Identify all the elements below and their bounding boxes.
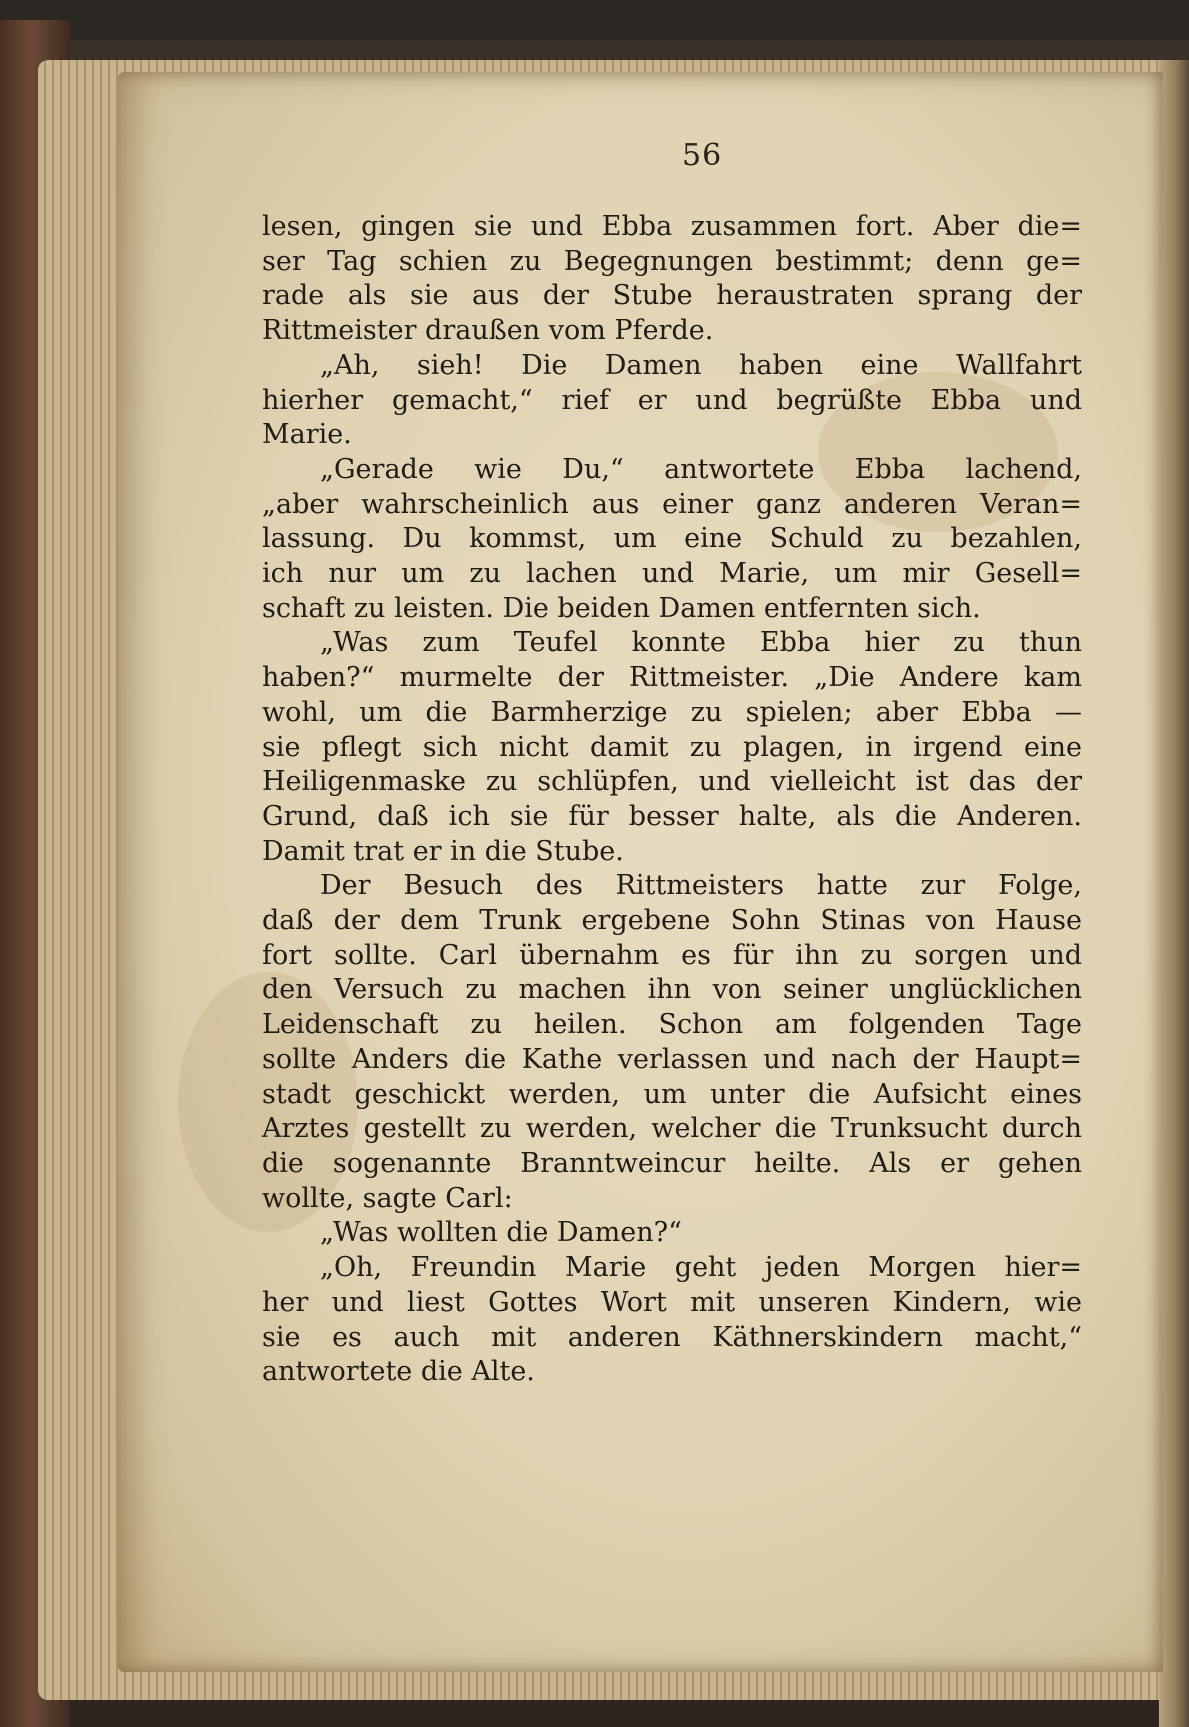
text-line: sie es auch mit anderen Käthnerskindern macht,“ xyxy=(262,1321,1082,1353)
text-line: ser Tag schien zu Begegnungen bestimmt; denn ge= xyxy=(262,245,1082,277)
text-line: Heiligenmaske zu schlüpfen, und vielleicht ist das der xyxy=(262,766,1082,798)
text-line: stadt geschickt werden, um unter die Aufsicht eines xyxy=(262,1078,1082,1110)
text-line: lesen, gingen sie und Ebba zusammen fort. Aber die= xyxy=(262,211,1082,242)
text-line: wohl, um die Barmherzige zu spielen; aber Ebba — xyxy=(262,696,1082,728)
book-gutter xyxy=(1159,60,1189,1727)
text-line: „Oh, Freundin Marie geht jeden Morgen hier= xyxy=(320,1252,1082,1284)
text-line: den Versuch zu machen ihn von seiner unglücklichen xyxy=(262,974,1082,1006)
text-line: Der Besuch des Rittmeisters hatte zur Folge, xyxy=(320,870,1082,902)
text-line: ich nur um zu lachen und Marie, um mir Gesell= xyxy=(262,558,1082,590)
text-line: „Was wollten die Damen?“ xyxy=(320,1217,682,1249)
text-line: Leidenschaft zu heilen. Schon am folgenden Tage xyxy=(262,1009,1082,1041)
text-line: „Ah, sieh! Die Damen haben eine Wallfahrt xyxy=(320,349,1082,381)
text-line: Marie. xyxy=(262,419,352,451)
text-line: Grund, daß ich sie für besser halte, als die Anderen. xyxy=(262,800,1082,832)
text-line: „Gerade wie Du,“ antwortete Ebba lachend, xyxy=(320,453,1082,485)
text-line: die sogenannte Branntweincur heilte. Als er gehen xyxy=(262,1147,1082,1179)
text-line: wollte, sagte Carl: xyxy=(262,1182,513,1214)
text-line: hierher gemacht,“ rief er und begrüßte Ebba und xyxy=(262,384,1082,416)
text-line: her und liest Gottes Wort mit unseren Kindern, wie xyxy=(262,1286,1082,1318)
text-line: lassung. Du kommst, um eine Schuld zu bezahlen, xyxy=(262,523,1082,555)
body-text xyxy=(262,210,1082,1390)
text-line: Rittmeister draußen vom Pferde. xyxy=(262,315,714,347)
text-line: antwortete die Alte. xyxy=(262,1356,535,1388)
text-line: „Was zum Teufel konnte Ebba hier zu thun xyxy=(320,627,1082,659)
text-line: sie pflegt sich nicht damit zu plagen, in irgend eine xyxy=(262,731,1082,763)
text-line: rade als sie aus der Stube heraustraten sprang der xyxy=(262,280,1082,312)
scanner-background xyxy=(0,0,1189,40)
page-number: 56 xyxy=(682,138,723,173)
text-line: daß der dem Trunk ergebene Sohn Stinas von Hause xyxy=(262,905,1082,937)
text-line: Arztes gestellt zu werden, welcher die Trunksucht durch xyxy=(262,1113,1082,1145)
text-line: haben?“ murmelte der Rittmeister. „Die Andere kam xyxy=(262,662,1082,694)
text-line: fort sollte. Carl übernahm es für ihn zu sorgen und xyxy=(262,939,1082,971)
text-line: „aber wahrscheinlich aus einer ganz anderen Veran= xyxy=(262,488,1082,520)
text-line: schaft zu leisten. Die beiden Damen entfernten sich. xyxy=(262,592,981,624)
text-line: Damit trat er in die Stube. xyxy=(262,835,624,867)
text-line: sollte Anders die Kathe verlassen und nach der Haupt= xyxy=(262,1043,1082,1075)
